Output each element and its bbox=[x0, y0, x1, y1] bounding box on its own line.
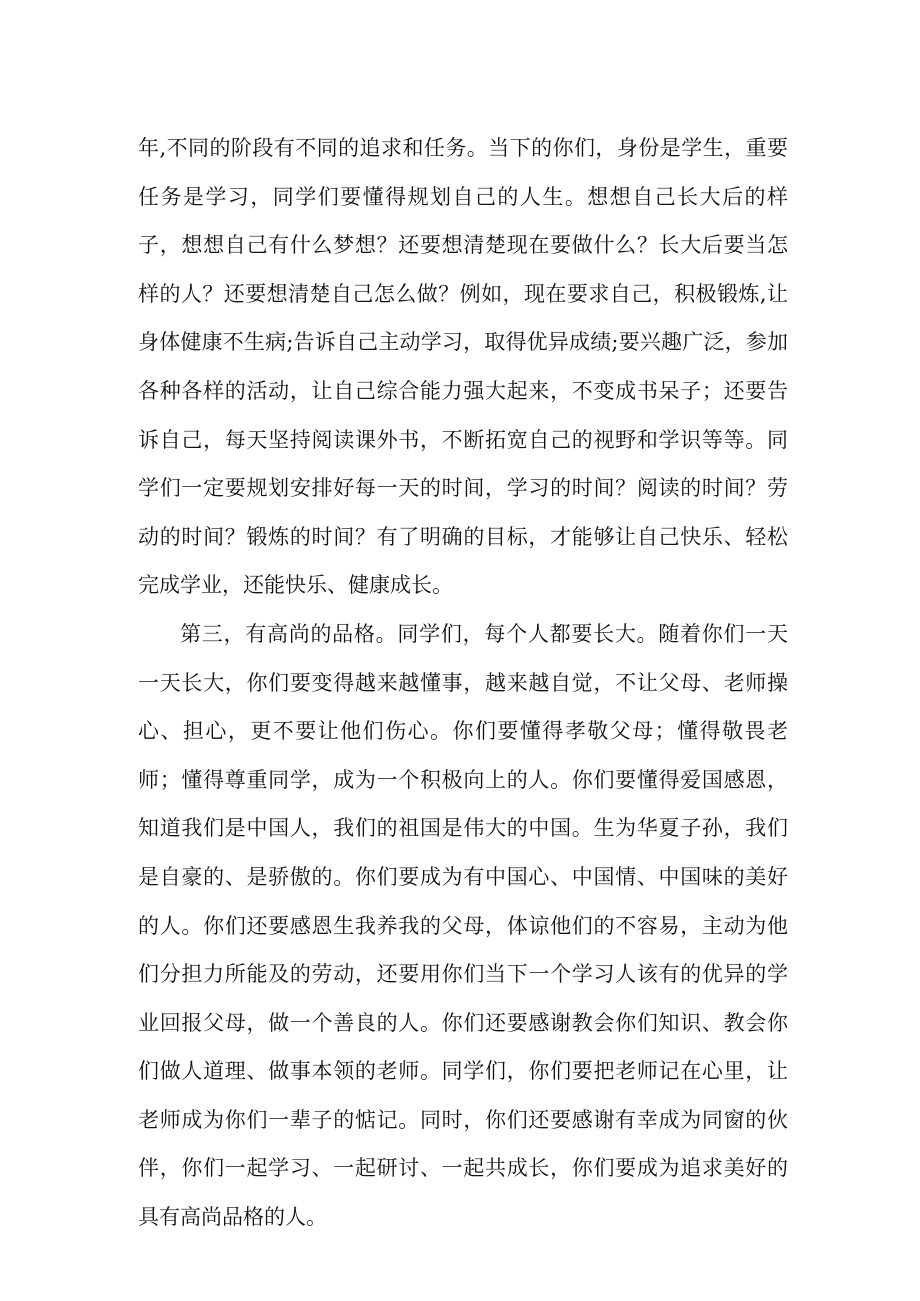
body-text bbox=[138, 124, 788, 1242]
paragraph-continuation: 年,不同的阶段有不同的追求和任务。当下的你们，身份是学生，重要任务是学习，同学们要懂得规划自己的人生。想想自己长大后的样子，想想自己有什么梦想？还要想清楚现在要做什么？长大后要当怎样的人？还要想清楚自己怎么做？例如，现在要求自己，积极锻炼,让身体健康不生病;告诉自己主动学习，取得优异成绩;要兴趣广泛，参加各种各样的活动，让自己综合能力强大起来，不变成书呆子；还要告诉自己，每天坚持阅读课外书，不断拓宽自己的视野和学识等等。同学们一定要规划安排好每一天的时间，学习的时间？阅读的时间？劳动的时间？锻炼的时间？有了明确的目标，才能够让自己快乐、轻松完成学业，还能快乐、健康成长。 bbox=[138, 136, 788, 598]
paragraph-noble-character: 第三，有高尚的品格。同学们，每个人都要长大。随着你们一天一天长大，你们要变得越来越懂事，越来越自觉，不让父母、老师操心、担心，更不要让他们伤心。你们要懂得孝敬父母；懂得敬畏老师；懂得尊重同学，成为一个积极向上的人。你们要懂得爱国感恩，知道我们是中国人，我们的祖国是伟大的中国。生为华夏子孙，我们是自豪的、是骄傲的。你们要成为有中国心、中国情、中国味的美好的人。你们还要感恩生我养我的父母，体谅他们的不容易，主动为他们分担力所能及的劳动，还要用你们当下一个学习人该有的优异的学业回报父母，做一个善良的人。你们还要感谢教会你们知识、教会你们做人道理、做事本领的老师。同学们，你们要把老师记在心里，让老师成为你们一辈子的惦记。同时，你们还要感谢有幸成为同窗的伙伴，你们一起学习、一起研讨、一起共成长，你们要成为追求美好的具有高尚品格的人。 bbox=[138, 621, 788, 1230]
